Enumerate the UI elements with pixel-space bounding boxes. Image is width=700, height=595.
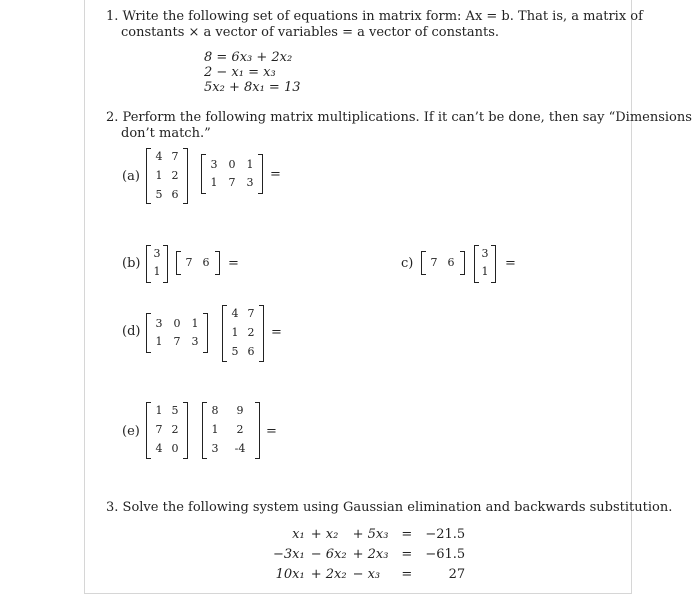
matrix-cell: 2	[247, 326, 255, 339]
q2e-matrix-2	[202, 402, 260, 459]
matrix-cell: 0	[173, 317, 181, 330]
matrix-cell: 7	[228, 176, 236, 189]
matrix-cell: 4	[155, 150, 163, 163]
matrix-cell: 5	[155, 188, 163, 201]
matrix-cell: 7	[247, 307, 255, 320]
q1-line1: 1. Write the following set of equations in matrix form: Ax = b. That is, a matrix of	[106, 9, 643, 24]
q2a-label: (a)	[122, 169, 140, 184]
matrix-cell: 1	[481, 265, 489, 278]
system-cell: −3x₁	[273, 546, 305, 562]
q1-line2: constants × a vector of variables = a vector of constants.	[121, 25, 500, 40]
matrix-cell: 3	[153, 247, 161, 260]
q2d-matrix-1	[146, 313, 208, 353]
q2e-equals: =	[266, 424, 277, 439]
matrix-cell: 0	[228, 158, 236, 171]
matrix-cell: 5	[171, 404, 179, 417]
matrix-cell: 3	[211, 442, 219, 455]
system-cell: + 2x₃	[352, 546, 389, 562]
matrix-cell: 3	[210, 158, 218, 171]
q2b-matrix-2	[176, 251, 220, 275]
system-cell: 27	[448, 566, 466, 582]
q2c-label: c)	[401, 256, 414, 271]
q2b-label: (b)	[122, 256, 141, 271]
matrix-cell: 3	[481, 247, 489, 260]
system-cell: x₁	[292, 526, 305, 542]
q2c-equals: =	[505, 256, 516, 271]
matrix-cell: 6	[247, 345, 255, 358]
matrix-cell: 7	[173, 335, 181, 348]
q2e-matrix-1	[146, 402, 188, 459]
system-cell: + 2x₂	[310, 566, 347, 582]
matrix-cell: 7	[185, 256, 193, 269]
system-cell: − 6x₂	[310, 546, 347, 562]
q2c-matrix-2	[474, 245, 496, 283]
system-cell: =	[401, 566, 413, 582]
q2a-equals: =	[270, 167, 281, 182]
q1-eq3: 5x₂ + 8x₁ = 13	[204, 80, 301, 95]
q1-eq2: 2 − x₁ = x₃	[204, 65, 276, 80]
matrix-cell: 5	[231, 345, 239, 358]
matrix-cell: -4	[234, 442, 246, 455]
q1-eq1: 8 = 6x₃ + 2x₂	[204, 50, 293, 65]
q2a-matrix-1	[146, 148, 188, 204]
q2a-matrix-2	[201, 154, 263, 194]
matrix-cell: 0	[171, 442, 179, 455]
q2b-equals: =	[228, 256, 239, 271]
matrix-cell: 2	[171, 169, 179, 182]
matrix-cell: 9	[236, 404, 244, 417]
q2-line1: 2. Perform the following matrix multiplications. If it can’t be done, then say “Dimensions	[106, 110, 692, 125]
system-cell: + x₂	[310, 526, 339, 542]
matrix-cell: 4	[231, 307, 239, 320]
q2d-equals: =	[271, 325, 282, 340]
q2d-matrix-2	[222, 305, 264, 362]
q2c-matrix-1	[421, 251, 465, 275]
q2-line2: don’t match.”	[121, 126, 211, 141]
system-cell: =	[401, 546, 413, 562]
system-row	[270, 544, 468, 564]
system-row	[270, 524, 468, 544]
system-cell: −61.5	[425, 546, 466, 562]
matrix-cell: 3	[191, 335, 199, 348]
matrix-cell: 1	[211, 423, 219, 436]
matrix-cell: 1	[246, 158, 254, 171]
matrix-cell: 3	[155, 317, 163, 330]
system-cell: −21.5	[425, 526, 466, 542]
matrix-cell: 6	[202, 256, 210, 269]
matrix-cell: 1	[155, 404, 163, 417]
matrix-cell: 1	[155, 335, 163, 348]
matrix-cell: 6	[447, 256, 455, 269]
system-cell: + 5x₃	[352, 526, 389, 542]
matrix-cell: 7	[171, 150, 179, 163]
matrix-cell: 1	[153, 265, 161, 278]
q3-system	[270, 524, 468, 584]
system-row	[270, 564, 468, 584]
matrix-cell: 3	[246, 176, 254, 189]
matrix-cell: 1	[155, 169, 163, 182]
q2b-matrix-1	[146, 245, 168, 283]
matrix-cell: 1	[191, 317, 199, 330]
q2e-label: (e)	[122, 424, 140, 439]
system-cell: − x₃	[352, 566, 381, 582]
system-cell: =	[401, 526, 413, 542]
matrix-cell: 8	[211, 404, 219, 417]
matrix-cell: 6	[171, 188, 179, 201]
matrix-cell: 7	[430, 256, 438, 269]
matrix-cell: 2	[236, 423, 244, 436]
q3-line1: 3. Solve the following system using Gaussian elimination and backwards substitution.	[106, 500, 673, 515]
system-cell: 10x₁	[275, 566, 305, 582]
matrix-cell: 2	[171, 423, 179, 436]
matrix-cell: 1	[210, 176, 218, 189]
q2d-label: (d)	[122, 324, 141, 339]
matrix-cell: 1	[231, 326, 239, 339]
matrix-cell: 4	[155, 442, 163, 455]
matrix-cell: 7	[155, 423, 163, 436]
